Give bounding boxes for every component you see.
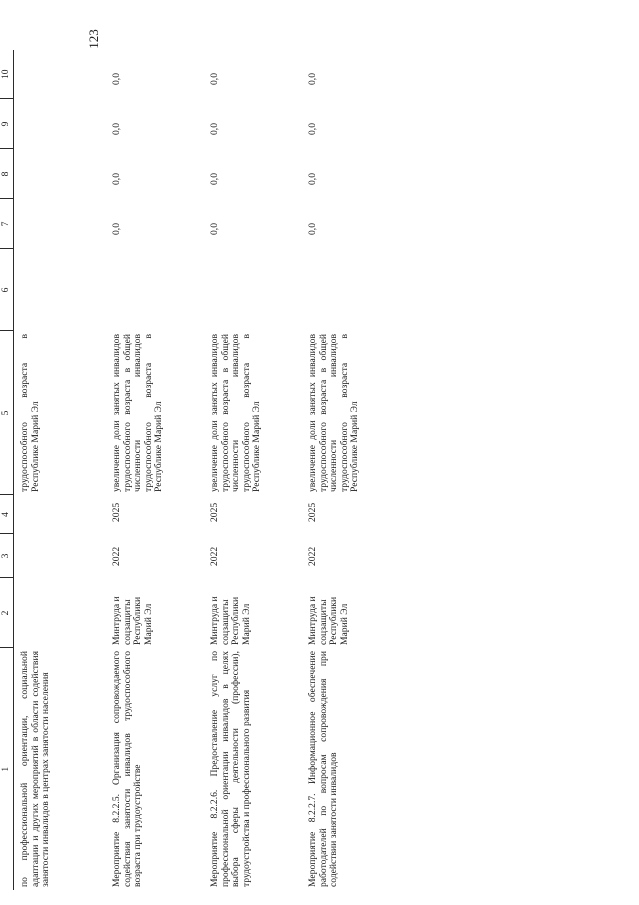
value-cell: 0,0 — [111, 123, 122, 135]
start-year-cell: 2022 — [307, 546, 318, 566]
table-header-row — [0, 50, 14, 890]
table-row — [306, 50, 404, 890]
result-cell: увеличение доли занятых инвалидов трудоспособного возраста в общей численности инвалидов трудоспособного возраста в Республике Марий Эл — [209, 334, 262, 492]
table-row — [208, 50, 306, 890]
value-cell — [110, 249, 208, 331]
result-cell: увеличение доли занятых инвалидов трудоспособного возраста в общей численности инвалидов трудоспособного возраста в Республике Марий Эл — [307, 334, 360, 492]
table-row — [110, 50, 208, 890]
page-number: 123 — [86, 29, 101, 49]
value-cell — [14, 199, 111, 249]
column-header: 5 — [0, 331, 14, 495]
value-cell — [14, 99, 111, 149]
value-cell: 0,0 — [111, 223, 122, 235]
rotated-table-container — [0, 50, 639, 890]
column-header: 7 — [0, 199, 14, 249]
column-header: 6 — [0, 249, 14, 331]
result-cell: трудоспособного возраста в Республике Марий Эл — [19, 334, 41, 492]
event-cell: Мероприятие 8.2.2.5. Организация сопровождаемого содействия занятости инвалидов трудоспособного возраста при трудоустройстве — [111, 651, 143, 887]
program-table — [0, 50, 404, 890]
column-header: 10 — [0, 50, 14, 99]
value-cell: 0,0 — [111, 73, 122, 85]
value-cell — [14, 50, 111, 99]
value-cell — [14, 249, 111, 331]
end-year-cell — [14, 495, 111, 534]
event-cell: Мероприятие 8.2.2.7. Информационное обеспечение работодателей по вопросам сопровождения при содействии занятости инвалидов — [307, 651, 339, 887]
value-cell: 0,0 — [307, 73, 318, 85]
value-cell — [306, 249, 404, 331]
column-header: 9 — [0, 99, 14, 149]
executor-cell: Минтруда и соцзащиты Республики Марий Эл — [111, 596, 154, 645]
column-header: 2 — [0, 578, 14, 648]
value-cell: 0,0 — [307, 173, 318, 185]
end-year-cell: 2025 — [111, 502, 122, 522]
start-year-cell: 2022 — [209, 546, 220, 566]
event-cell: по профессиональной ориентации, социальной адаптации и других мероприятий в области содействия занятости инвалидов в центрах занятости населения — [19, 651, 51, 887]
executor-cell — [14, 578, 111, 648]
value-cell — [14, 149, 111, 199]
column-header: 1 — [0, 648, 14, 890]
column-header: 3 — [0, 534, 14, 578]
executor-cell: Минтруда и соцзащиты Республики Марий Эл — [307, 596, 350, 645]
table-row — [14, 50, 111, 890]
value-cell: 0,0 — [111, 173, 122, 185]
column-header: 4 — [0, 495, 14, 534]
start-year-cell: 2022 — [111, 546, 122, 566]
value-cell: 0,0 — [209, 223, 220, 235]
end-year-cell: 2025 — [209, 502, 220, 522]
value-cell — [208, 249, 306, 331]
column-header: 8 — [0, 149, 14, 199]
event-cell: Мероприятие 8.2.2.6. Предоставление услуг по профессиональной ориентации инвалидов в целях выбора сферы деятельности (профессии), трудоустройства и профессионального развития — [209, 651, 252, 887]
value-cell: 0,0 — [307, 223, 318, 235]
value-cell: 0,0 — [209, 73, 220, 85]
value-cell: 0,0 — [209, 173, 220, 185]
start-year-cell — [14, 534, 111, 578]
value-cell: 0,0 — [307, 123, 318, 135]
result-cell: увеличение доли занятых инвалидов трудоспособного возраста в общей численности инвалидов трудоспособного возраста в Республике Марий Эл — [111, 334, 164, 492]
value-cell: 0,0 — [209, 123, 220, 135]
executor-cell: Минтруда и соцзащиты Республики Марий Эл — [209, 596, 252, 645]
end-year-cell: 2025 — [307, 502, 318, 522]
